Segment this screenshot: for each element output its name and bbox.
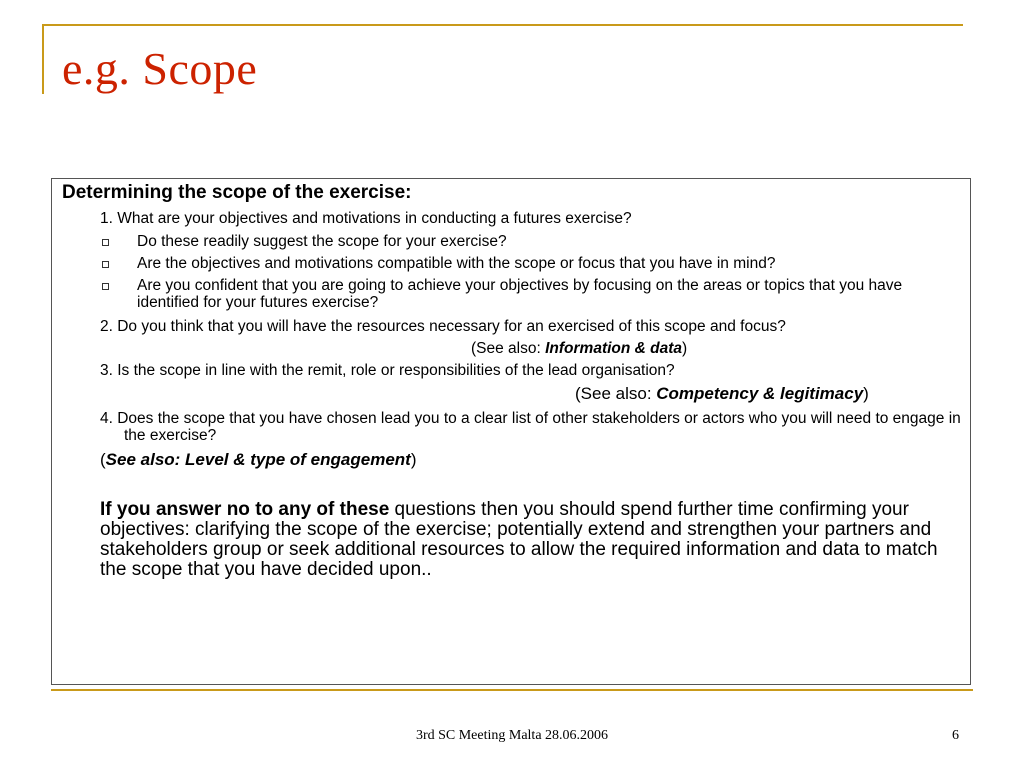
conclusion-rest: questions then you should spend further time confirming your objectives: clarifying the scope of the exercise; potentially extend and strengthen your partners and stakeholders group or seek additional resources to allow the required information and data to match the scope that you have decided upon.. bbox=[100, 499, 938, 580]
conclusion-paragraph bbox=[100, 500, 968, 580]
see-also-suffix: ) bbox=[682, 340, 688, 357]
question-4: 4. Does the scope that you have chosen lead you to a clear list of other stakeholders or actors who you will need to engage in the exercise? bbox=[100, 410, 961, 444]
footer-text: 3rd SC Meeting Malta 28.06.2006 bbox=[415, 728, 609, 743]
see-also-link[interactable]: Information & data bbox=[545, 340, 683, 357]
page-number: 6 bbox=[952, 728, 959, 743]
accent-line-horizontal bbox=[42, 24, 963, 26]
see-also-information bbox=[471, 340, 687, 357]
bullet-item: Are the objectives and motivations compatible with the scope or focus that you have in mind? bbox=[137, 255, 776, 272]
bullet-item: Are you confident that you are going to achieve your objectives by focusing on the areas or topics that you have identified for your futures exercise? bbox=[137, 277, 903, 311]
see-also-prefix: (See also: bbox=[471, 340, 546, 357]
content-heading: Determining the scope of the exercise: bbox=[62, 182, 412, 203]
accent-line-vertical bbox=[42, 24, 44, 94]
see-also-prefix: (See also: bbox=[575, 384, 657, 403]
content-box bbox=[51, 178, 971, 685]
question-1: 1. What are your objectives and motivations in conducting a futures exercise? bbox=[100, 210, 632, 227]
see-also-engagement bbox=[100, 450, 417, 469]
see-also-link[interactable]: Competency & legitimacy bbox=[656, 384, 864, 403]
bullet-item: Do these readily suggest the scope for your exercise? bbox=[137, 233, 507, 250]
see-also-suffix: ) bbox=[410, 450, 417, 469]
slide-title: e.g. Scope bbox=[62, 43, 258, 94]
accent-line-bottom bbox=[51, 689, 973, 691]
see-also-suffix: ) bbox=[863, 384, 869, 403]
see-also-link[interactable]: See also: Level & type of engagement bbox=[105, 450, 411, 469]
square-bullet-icon bbox=[102, 261, 109, 268]
conclusion-bold: If you answer no to any of these bbox=[100, 499, 390, 520]
question-2: 2. Do you think that you will have the resources necessary for an exercised of this scope and focus? bbox=[100, 318, 786, 335]
see-also-prefix: ( bbox=[100, 450, 106, 469]
square-bullet-icon bbox=[102, 239, 109, 246]
square-bullet-icon bbox=[102, 283, 109, 290]
see-also-competency bbox=[575, 384, 869, 403]
question-3: 3. Is the scope in line with the remit, role or responsibilities of the lead organisation? bbox=[100, 362, 675, 379]
